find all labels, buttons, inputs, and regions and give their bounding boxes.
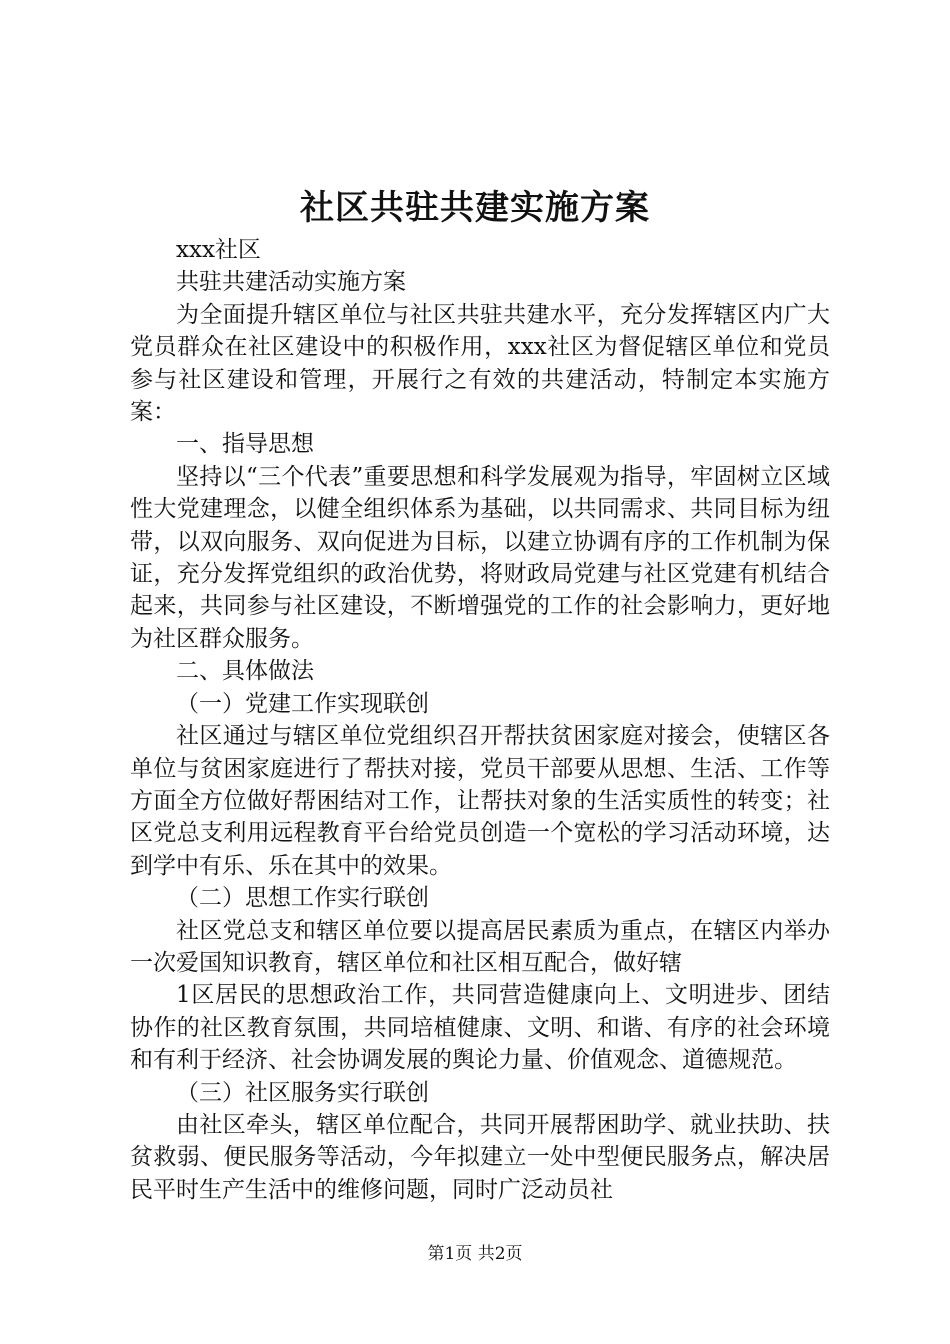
- section-heading: 一、指导思想: [176, 431, 314, 458]
- document-title: 社区共驻共建实施方案: [300, 188, 650, 228]
- paragraph: xxx社区: [176, 237, 261, 263]
- subsection-heading: （二）思想工作实行联创: [176, 885, 429, 912]
- subsection-heading: （三）社区服务实行联创: [176, 1079, 429, 1106]
- paragraph: 为全面提升辖区单位与社区共驻共建水平，充分发挥辖区内广大党员群众在社区建设中的积极作用，xxx社区为督促辖区单位和党员参与社区建设和管理，开展行之有效的共建活动，特制定本实施方案：: [130, 301, 830, 426]
- paragraph: 社区党总支和辖区单位要以提高居民素质为重点，在辖区内举办一次爱国知识教育，辖区单位和社区相互配合，做好辖: [130, 917, 830, 976]
- subsection-heading: （一）党建工作实现联创: [176, 690, 429, 717]
- section-heading: 二、具体做法: [176, 658, 314, 685]
- document-body: [130, 234, 830, 1206]
- paragraph: 共驻共建活动实施方案: [176, 269, 406, 296]
- paragraph: 1区居民的思想政治工作，共同营造健康向上、文明进步、团结协作的社区教育氛围，共同培植健康、文明、和谐、有序的社会环境和有利于经济、社会协调发展的舆论力量、价值观念、道德规范。: [130, 982, 830, 1074]
- page-footer: 第1页 共2页: [427, 1244, 523, 1264]
- paragraph: 坚持以“三个代表”重要思想和科学发展观为指导，牢固树立区域性大党建理念，以健全组织体系为基础，以共同需求、共同目标为纽带，以双向服务、双向促进为目标，以建立协调有序的工作机制为保证，充分发挥党组织的政治优势，将财政局党建与社区党建有机结合起来，共同参与社区建设，不断增强党的工作的社会影响力，更好地为社区群众服务。: [130, 463, 830, 652]
- paragraph: 社区通过与辖区单位党组织召开帮扶贫困家庭对接会，使辖区各单位与贫困家庭进行了帮扶对接，党员干部要从思想、生活、工作等方面全方位做好帮困结对工作，让帮扶对象的生活实质性的转变；社区党总支利用远程教育平台给党员创造一个宽松的学习活动环境，达到学中有乐、乐在其中的效果。: [130, 723, 830, 879]
- paragraph: 由社区牵头，辖区单位配合，共同开展帮困助学、就业扶助、扶贫救弱、便民服务等活动，今年拟建立一处中型便民服务点，解决居民平时生产生活中的维修问题，同时广泛动员社: [130, 1111, 830, 1203]
